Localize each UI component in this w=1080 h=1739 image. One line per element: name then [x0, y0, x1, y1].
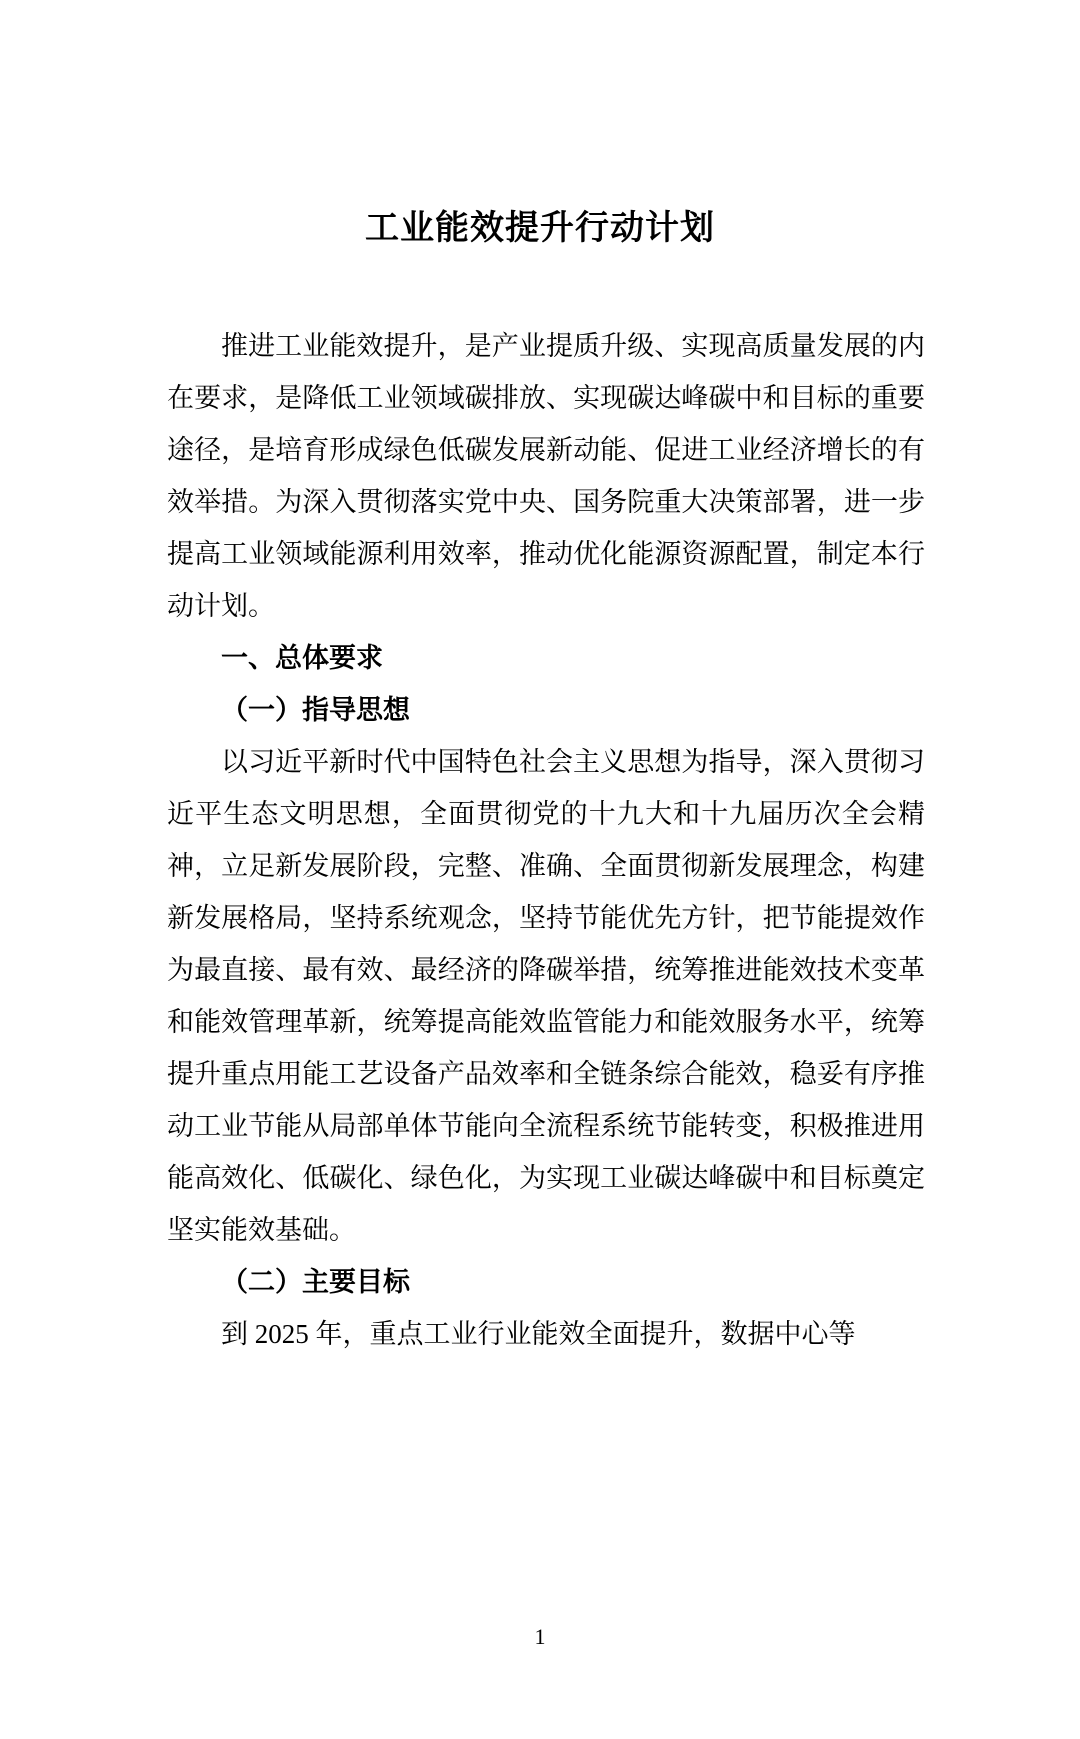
section-heading1: 一、总体要求: [221, 643, 383, 673]
document-page: [0, 212, 1080, 1739]
paragraph: 以习近平新时代中国特色社会主义思想为指导，深入贯彻习近平生态文明思想，全面贯彻党的十九大和十九届历次全会精神，立足新发展阶段，完整、准确、全面贯彻新发展理念，构建新发展格局，坚持系统观念，坚持节能优先方针，把节能提效作为最直接、最有效、最经济的降碳举措，统筹推进能效技术变革和能效管理革新，统筹提高能效监管能力和能效服务水平，统筹提升重点用能工艺设备产品效率和全链条综合能效，稳妥有序推动工业节能从局部单体节能向全流程系统节能转变，积极推进用能高效化、低碳化、绿色化，为实现工业碳达峰碳中和目标奠定坚实能效基础。: [167, 747, 925, 1245]
paragraph: 推进工业能效提升，是产业提质升级、实现高质量发展的内在要求，是降低工业领域碳排放、实现碳达峰碳中和目标的重要途径，是培育形成绿色低碳发展新动能、促进工业经济增长的有效举措。为深入贯彻落实党中央、国务院重大决策部署，进一步提高工业领域能源利用效率，推动优化能源资源配置，制定本行动计划。: [167, 331, 925, 621]
section-heading2: （一）指导思想: [221, 695, 410, 725]
document-body: [167, 320, 925, 1360]
page-number: 1: [534, 1624, 546, 1649]
document-title: 工业能效提升行动计划: [365, 210, 715, 247]
paragraph: 到 2025 年，重点工业行业能效全面提升，数据中心等: [221, 1319, 856, 1349]
section-heading2: （二）主要目标: [221, 1267, 410, 1297]
